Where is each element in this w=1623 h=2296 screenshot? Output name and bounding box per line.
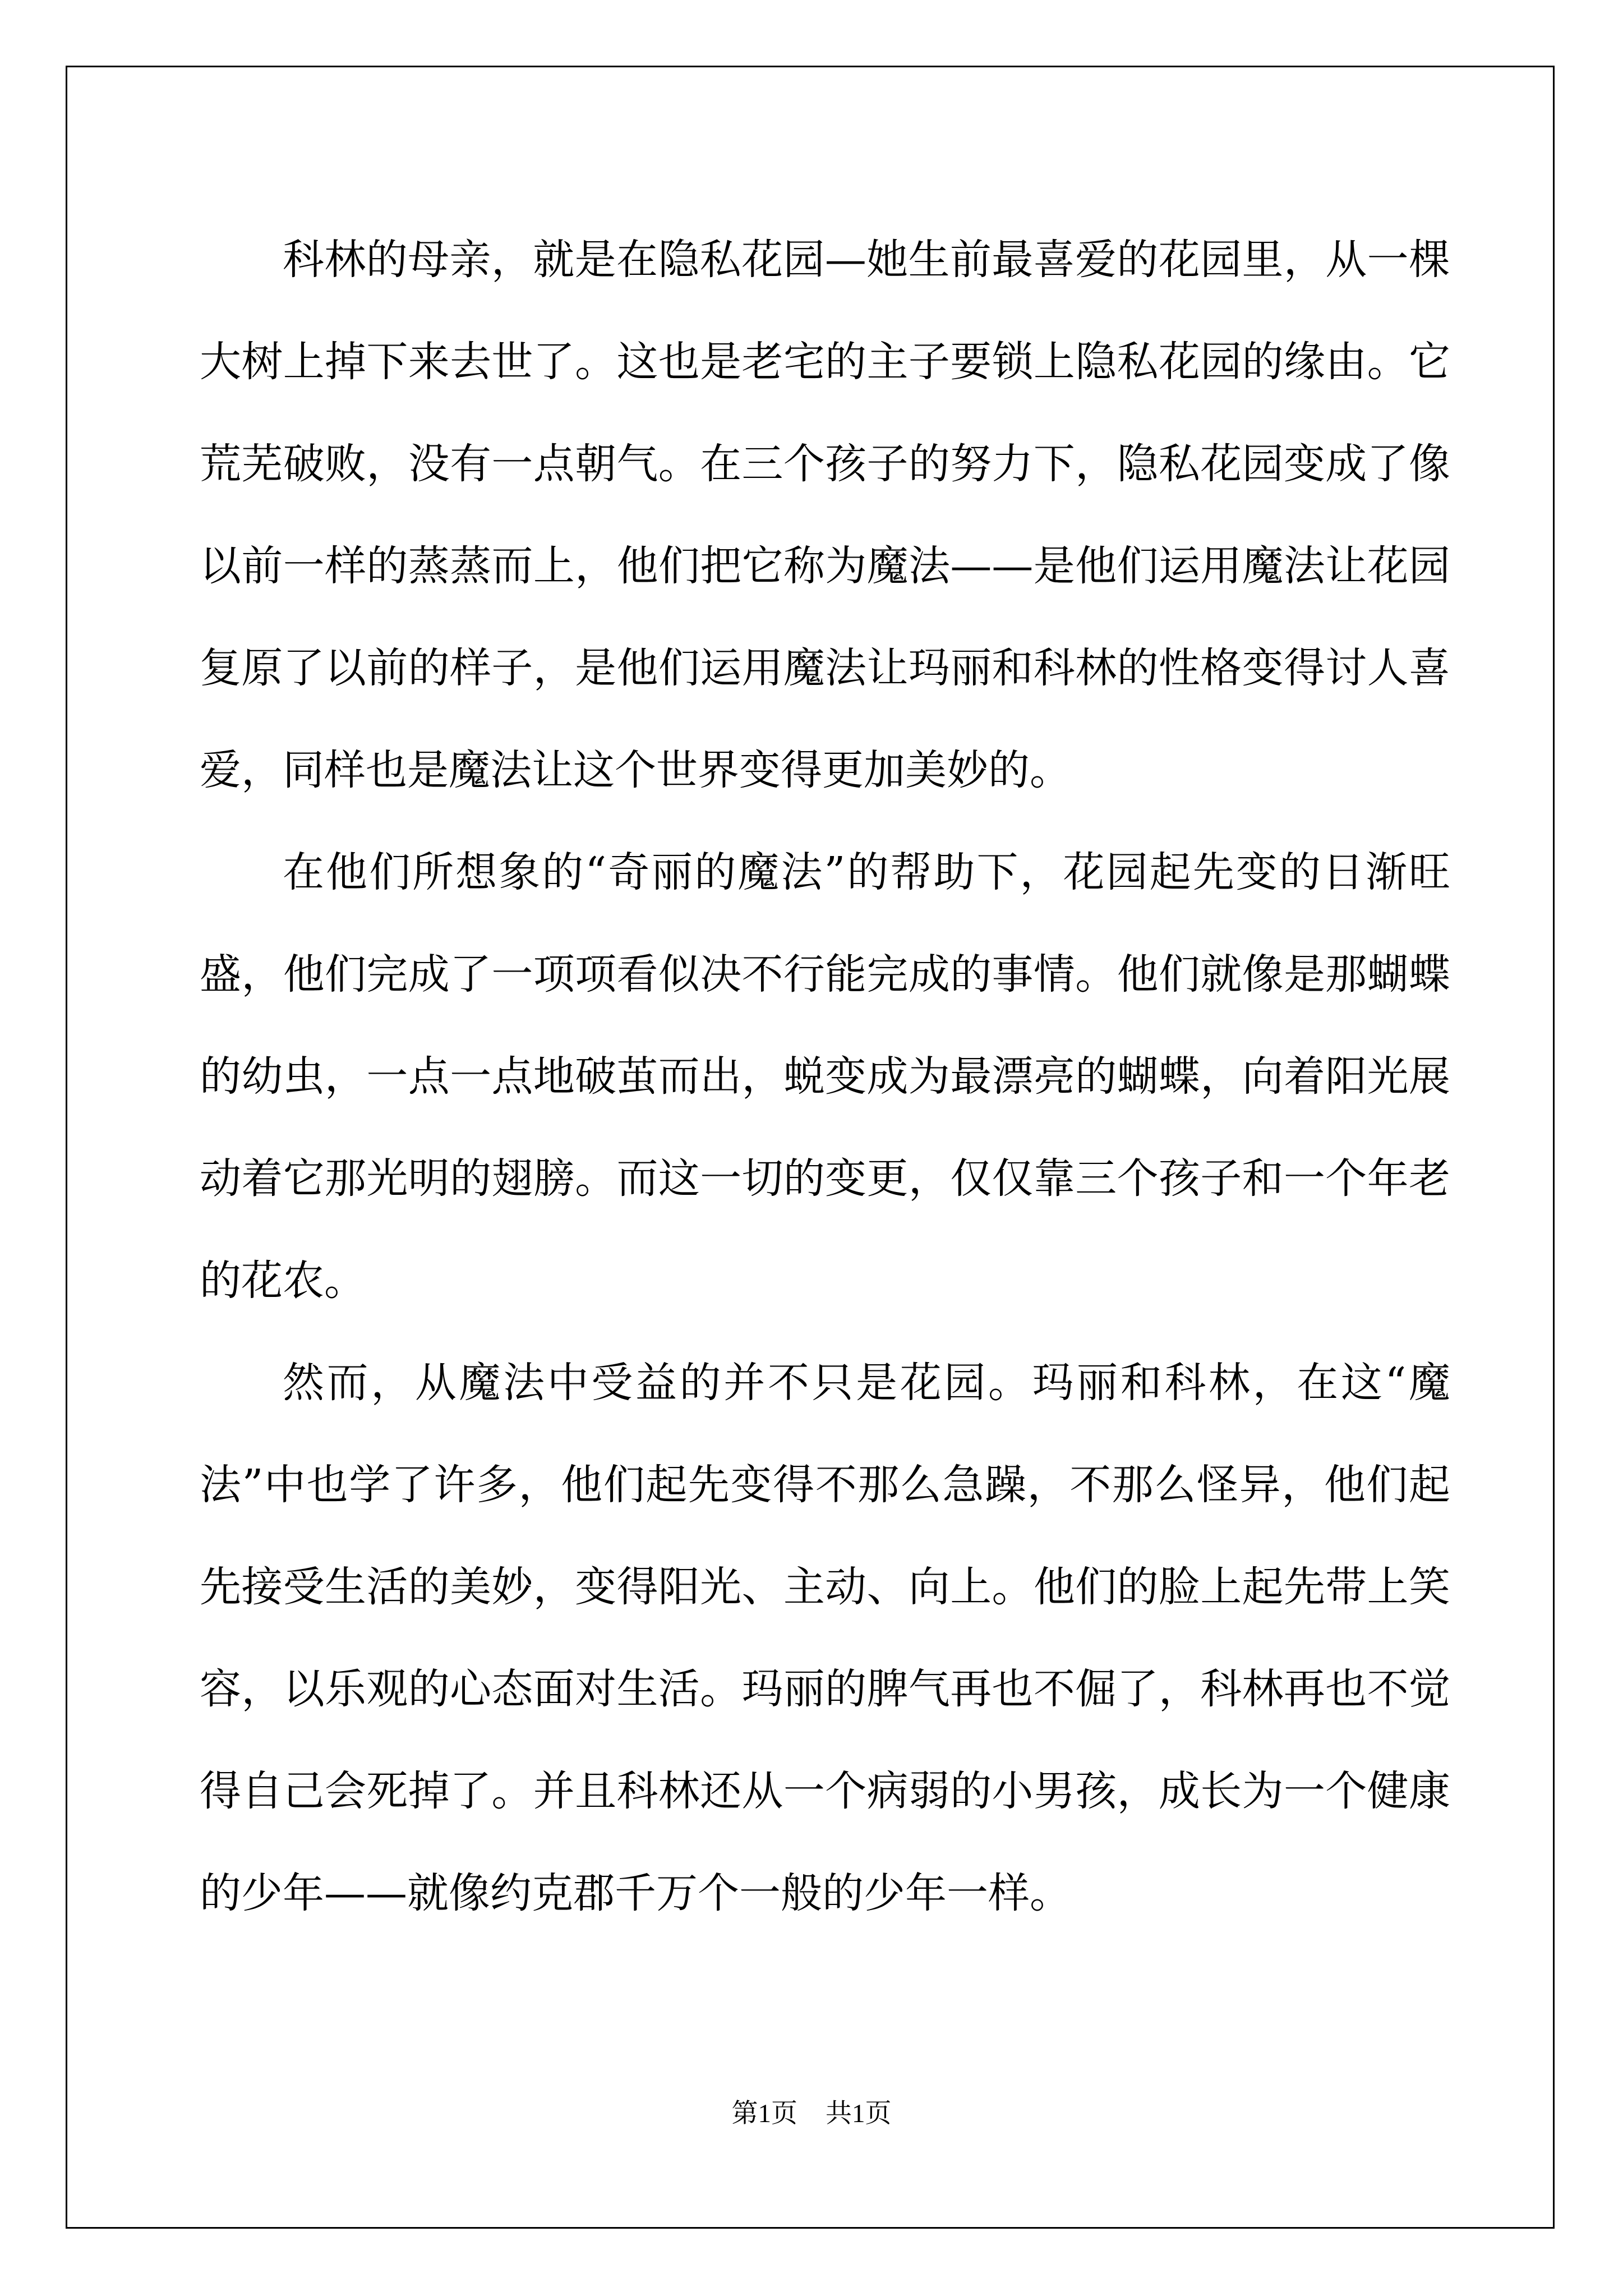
paragraph-2: 在他们所想象的“奇丽的魔法”的帮助下，花园起先变的日渐旺盛，他们完成了一项项看似决不行能完成的事情。他们就像是那蝴蝶的幼虫，一点一点地破茧而出，蜕变成为最漂亮的蝴蝶，向着阳光展动着它那光明的翅膀。而这一切的变更，仅仅靠三个孩子和一个年老的花农。: [200, 848, 1450, 1305]
page-number-total: 共1页: [826, 2099, 892, 2128]
paragraph-1: 科林的母亲，就是在隐私花园—她生前最喜爱的花园里，从一棵大树上掉下来去世了。这也是老宅的主子要锁上隐私花园的缘由。它荒芜破败，没有一点朝气。在三个孩子的努力下，隐私花园变成了像以前一样的蒸蒸而上，他们把它称为魔法——是他们运用魔法让花园复原了以前的样子，是他们运用魔法让玛丽和科林的性格变得讨人喜爱，同样也是魔法让这个世界变得更加美妙的。: [200, 236, 1450, 794]
page-number-current: 第1页: [731, 2099, 797, 2128]
document-body: [200, 209, 1450, 1944]
paragraph-3: 然而，从魔法中受益的并不只是花园。玛丽和科林，在这“魔法”中也学了许多，他们起先变得不那么急躁，不那么怪异，他们起先接受生活的美妙，变得阳光、主动、向上。他们的脸上起先带上笑容，以乐观的心态面对生活。玛丽的脾气再也不倔了，科林再也不觉得自己会死掉了。并且科林还从一个病弱的小男孩，成长为一个健康的少年——就像约克郡千万个一般的少年一样。: [200, 1359, 1450, 1917]
page-footer: [0, 2097, 1623, 2131]
